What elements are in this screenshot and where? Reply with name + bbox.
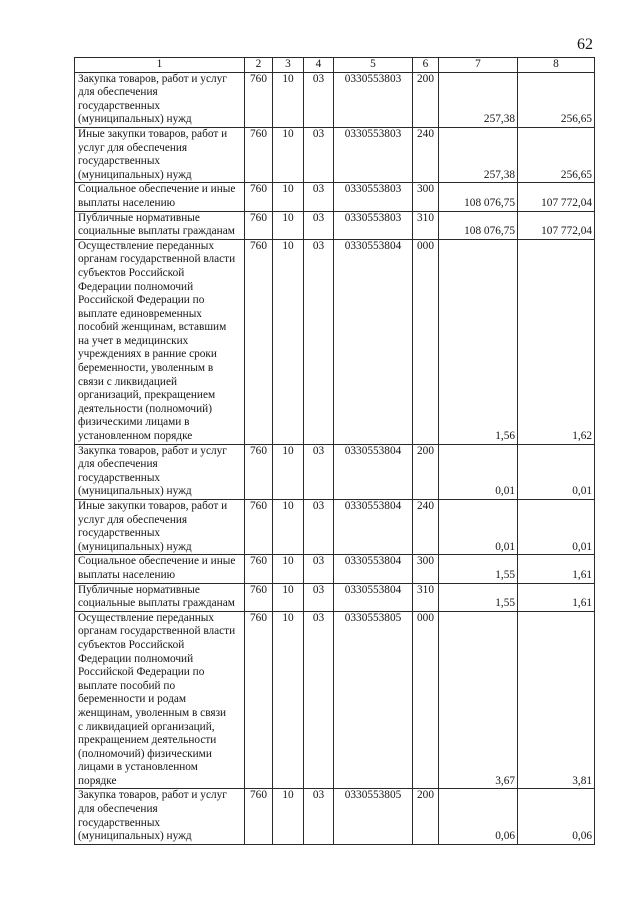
cell-expense-type: 000: [413, 239, 439, 444]
table-row: [75, 789, 595, 844]
table-row: [75, 611, 595, 789]
column-header-4: 4: [304, 58, 334, 73]
cell-item-name: Иные закупки товаров, работ и услуг для обеспечения государственных (муниципальных) нужд: [75, 127, 245, 182]
cell-section: 10: [273, 211, 304, 239]
cell-expense-type: 310: [413, 583, 439, 611]
cell-expense-type: 300: [413, 183, 439, 211]
cell-subsection: 03: [304, 555, 334, 583]
cell-target-code: 0330553803: [334, 211, 413, 239]
cell-dept-code: 760: [245, 789, 273, 844]
cell-section: 10: [273, 183, 304, 211]
cell-item-name: Осуществление переданных органам государственной власти субъектов Российской Федерации полномочий Российской Федерации по выплате пособий по беременности и родам женщинам, уволенным в связи с ликвидацией организаций, прекращением деятельности (полномочий) физическими лицами в установленном порядке: [75, 611, 245, 789]
cell-section: 10: [273, 500, 304, 555]
cell-item-name: Публичные нормативные социальные выплаты гражданам: [75, 583, 245, 611]
table-row: [75, 555, 595, 583]
cell-amount-col-8: 107 772,04: [518, 211, 595, 239]
cell-item-name: Социальное обеспечение и иные выплаты населению: [75, 555, 245, 583]
cell-subsection: 03: [304, 211, 334, 239]
cell-amount-col-8: 0,06: [518, 789, 595, 844]
cell-section: 10: [273, 611, 304, 789]
cell-amount-col-7: 257,38: [439, 127, 518, 182]
cell-section: 10: [273, 583, 304, 611]
cell-dept-code: 760: [245, 444, 273, 499]
cell-subsection: 03: [304, 500, 334, 555]
table-row: [75, 444, 595, 499]
cell-item-name: Закупка товаров, работ и услуг для обеспечения государственных (муниципальных) нужд: [75, 444, 245, 499]
cell-section: 10: [273, 127, 304, 182]
column-header-6: 6: [413, 58, 439, 73]
cell-amount-col-8: 0,01: [518, 500, 595, 555]
table-row: [75, 183, 595, 211]
cell-target-code: 0330553804: [334, 444, 413, 499]
table-row: [75, 72, 595, 127]
cell-expense-type: 310: [413, 211, 439, 239]
cell-expense-type: 200: [413, 72, 439, 127]
column-header-5: 5: [334, 58, 413, 73]
cell-dept-code: 760: [245, 72, 273, 127]
table-row: [75, 127, 595, 182]
cell-amount-col-7: 1,55: [439, 583, 518, 611]
cell-amount-col-7: 108 076,75: [439, 183, 518, 211]
table-row: [75, 583, 595, 611]
cell-target-code: 0330553805: [334, 789, 413, 844]
cell-dept-code: 760: [245, 500, 273, 555]
cell-expense-type: 240: [413, 500, 439, 555]
cell-target-code: 0330553803: [334, 183, 413, 211]
cell-dept-code: 760: [245, 239, 273, 444]
table-header: [75, 58, 595, 73]
cell-section: 10: [273, 239, 304, 444]
cell-expense-type: 000: [413, 611, 439, 789]
cell-target-code: 0330553804: [334, 583, 413, 611]
cell-amount-col-8: 3,81: [518, 611, 595, 789]
cell-subsection: 03: [304, 72, 334, 127]
cell-amount-col-8: 1,62: [518, 239, 595, 444]
cell-section: 10: [273, 789, 304, 844]
budget-table: [74, 57, 595, 845]
cell-target-code: 0330553803: [334, 127, 413, 182]
cell-item-name: Иные закупки товаров, работ и услуг для обеспечения государственных (муниципальных) нужд: [75, 500, 245, 555]
cell-section: 10: [273, 555, 304, 583]
cell-amount-col-8: 256,65: [518, 72, 595, 127]
cell-amount-col-8: 1,61: [518, 583, 595, 611]
cell-amount-col-8: 1,61: [518, 555, 595, 583]
cell-dept-code: 760: [245, 555, 273, 583]
cell-expense-type: 240: [413, 127, 439, 182]
cell-subsection: 03: [304, 583, 334, 611]
header-row: [75, 58, 595, 73]
cell-subsection: 03: [304, 611, 334, 789]
cell-expense-type: 200: [413, 444, 439, 499]
cell-target-code: 0330553804: [334, 500, 413, 555]
cell-dept-code: 760: [245, 127, 273, 182]
cell-dept-code: 760: [245, 611, 273, 789]
cell-amount-col-7: 257,38: [439, 72, 518, 127]
cell-target-code: 0330553804: [334, 555, 413, 583]
cell-item-name: Социальное обеспечение и иные выплаты населению: [75, 183, 245, 211]
cell-subsection: 03: [304, 127, 334, 182]
cell-target-code: 0330553804: [334, 239, 413, 444]
column-header-2: 2: [245, 58, 273, 73]
cell-dept-code: 760: [245, 183, 273, 211]
cell-amount-col-8: 0,01: [518, 444, 595, 499]
cell-amount-col-7: 1,55: [439, 555, 518, 583]
cell-expense-type: 200: [413, 789, 439, 844]
cell-section: 10: [273, 72, 304, 127]
cell-amount-col-8: 256,65: [518, 127, 595, 182]
column-header-3: 3: [273, 58, 304, 73]
table-row: [75, 239, 595, 444]
cell-dept-code: 760: [245, 211, 273, 239]
column-header-1: 1: [75, 58, 245, 73]
cell-expense-type: 300: [413, 555, 439, 583]
table-row: [75, 500, 595, 555]
cell-item-name: Закупка товаров, работ и услуг для обеспечения государственных (муниципальных) нужд: [75, 72, 245, 127]
cell-dept-code: 760: [245, 583, 273, 611]
cell-amount-col-7: 0,06: [439, 789, 518, 844]
cell-amount-col-7: 0,01: [439, 500, 518, 555]
cell-subsection: 03: [304, 239, 334, 444]
cell-section: 10: [273, 444, 304, 499]
cell-amount-col-8: 107 772,04: [518, 183, 595, 211]
cell-subsection: 03: [304, 183, 334, 211]
cell-item-name: Закупка товаров, работ и услуг для обеспечения государственных (муниципальных) нужд: [75, 789, 245, 844]
cell-amount-col-7: 108 076,75: [439, 211, 518, 239]
table-body: [75, 72, 595, 844]
cell-subsection: 03: [304, 789, 334, 844]
cell-subsection: 03: [304, 444, 334, 499]
cell-amount-col-7: 3,67: [439, 611, 518, 789]
cell-target-code: 0330553805: [334, 611, 413, 789]
cell-target-code: 0330553803: [334, 72, 413, 127]
cell-amount-col-7: 0,01: [439, 444, 518, 499]
table-row: [75, 211, 595, 239]
page-number: 62: [577, 36, 593, 53]
column-header-7: 7: [439, 58, 518, 73]
cell-item-name: Осуществление переданных органам государственной власти субъектов Российской Федерации полномочий Российской Федерации по выплате единовременных пособий женщинам, вставшим на учет в медицинских учреждениях в ранние сроки беременности, уволенным в связи с ликвидацией организаций, прекращением деятельности (полномочий) физическими лицами в установленном порядке: [75, 239, 245, 444]
cell-amount-col-7: 1,56: [439, 239, 518, 444]
column-header-8: 8: [518, 58, 595, 73]
cell-item-name: Публичные нормативные социальные выплаты гражданам: [75, 211, 245, 239]
